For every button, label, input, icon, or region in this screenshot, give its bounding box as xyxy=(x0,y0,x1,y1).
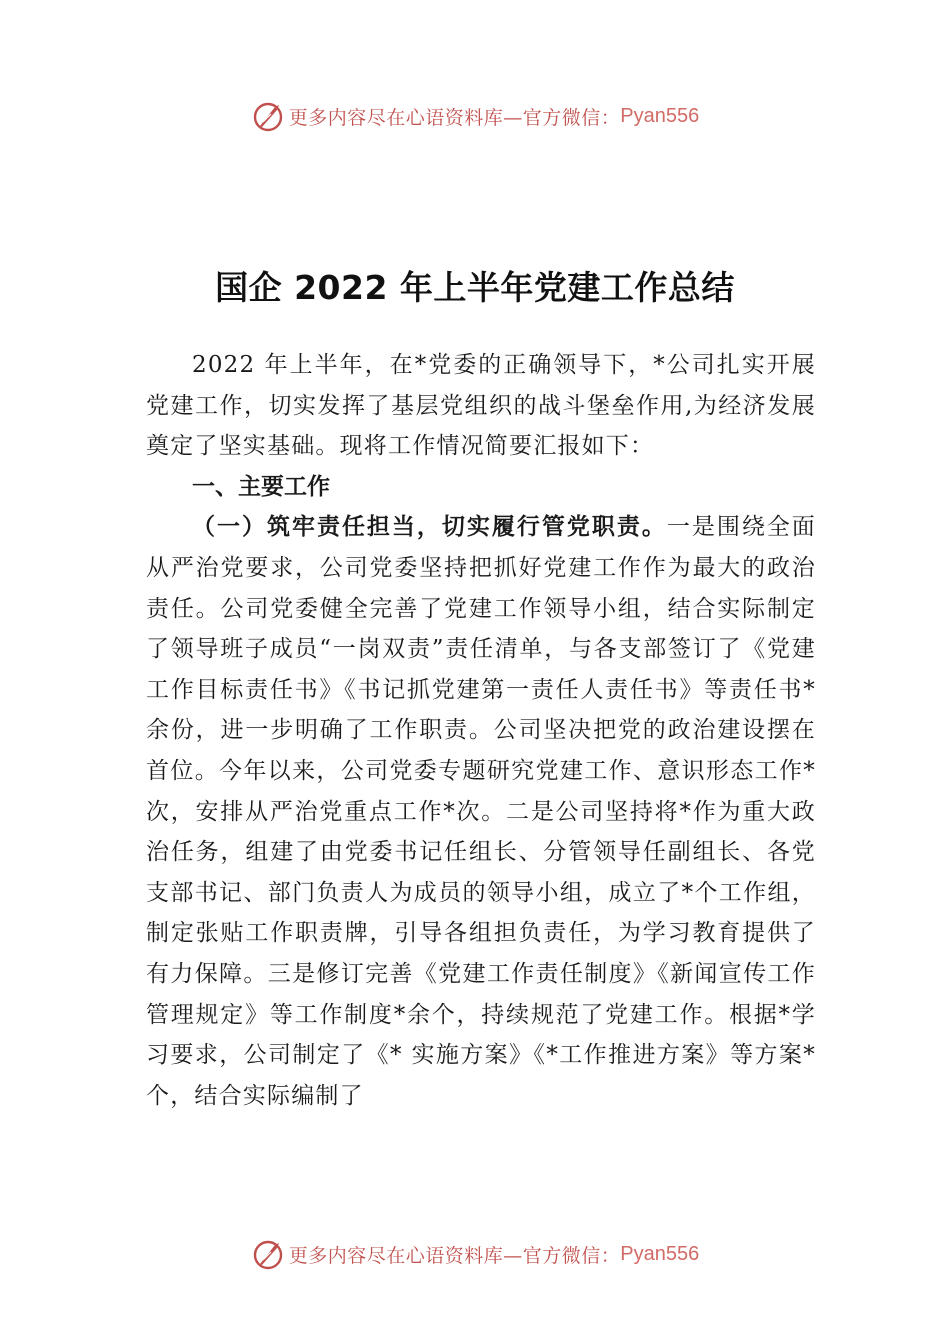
quill-pen-logo-icon xyxy=(251,99,285,133)
watermark-footer xyxy=(0,1234,950,1274)
subsection-paragraph xyxy=(146,507,816,1116)
watermark-text: 更多内容尽在心语资料库—官方微信： xyxy=(288,106,621,129)
document-body xyxy=(146,345,816,1116)
watermark-wechat-id: Pyan556 xyxy=(620,104,700,127)
document-title: 国企 2022 年上半年党建工作总结 xyxy=(215,268,735,307)
quill-pen-logo-icon xyxy=(251,1237,285,1271)
watermark-text: 更多内容尽在心语资料库—官方微信： xyxy=(288,1244,621,1267)
intro-paragraph: 2022 年上半年，在*党委的正确领导下，*公司扎实开展党建工作，切实发挥了基层党组织的战斗堡垒作用,为经济发展奠定了坚实基础。现将工作情况简要汇报如下： xyxy=(146,352,816,460)
subsection-heading: （一）筑牢责任担当，切实履行管党职责。 xyxy=(192,513,667,541)
section-heading: 一、主要工作 xyxy=(192,473,330,500)
watermark-wechat-id: Pyan556 xyxy=(620,1242,700,1265)
watermark-header xyxy=(0,96,950,136)
subsection-body: 一是围绕全面从严治党要求，公司党委坚持把抓好党建工作作为最大的政治责任。公司党委健全完善了党建工作领导小组，结合实际制定了领导班子成员“一岗双责”责任清单，与各支部签订了《党建工作目标责任书》《书记抓党建第一责任人责任书》等责任书*余份，进一步明确了工作职责。公司坚决把党的政治建设摆在首位。今年以来，公司党委专题研究党建工作、意识形态工作*次，安排从严治党重点工作*次。二是公司坚持将*作为重大政治任务，组建了由党委书记任组长、分管领导任副组长、各党支部书记、部门负责人为成员的领导小组，成立了*个工作组，制定张贴工作职责牌，引导各组担负责任，为学习教育提供了有力保障。三是修订完善《党建工作责任制度》《新闻宣传工作管理规定》等工作制度*余个，持续规范了党建工作。根据*学习要求，公司制定了《* 实施方案》《*工作推进方案》等方案*个，结合实际编制了 xyxy=(146,514,816,1109)
